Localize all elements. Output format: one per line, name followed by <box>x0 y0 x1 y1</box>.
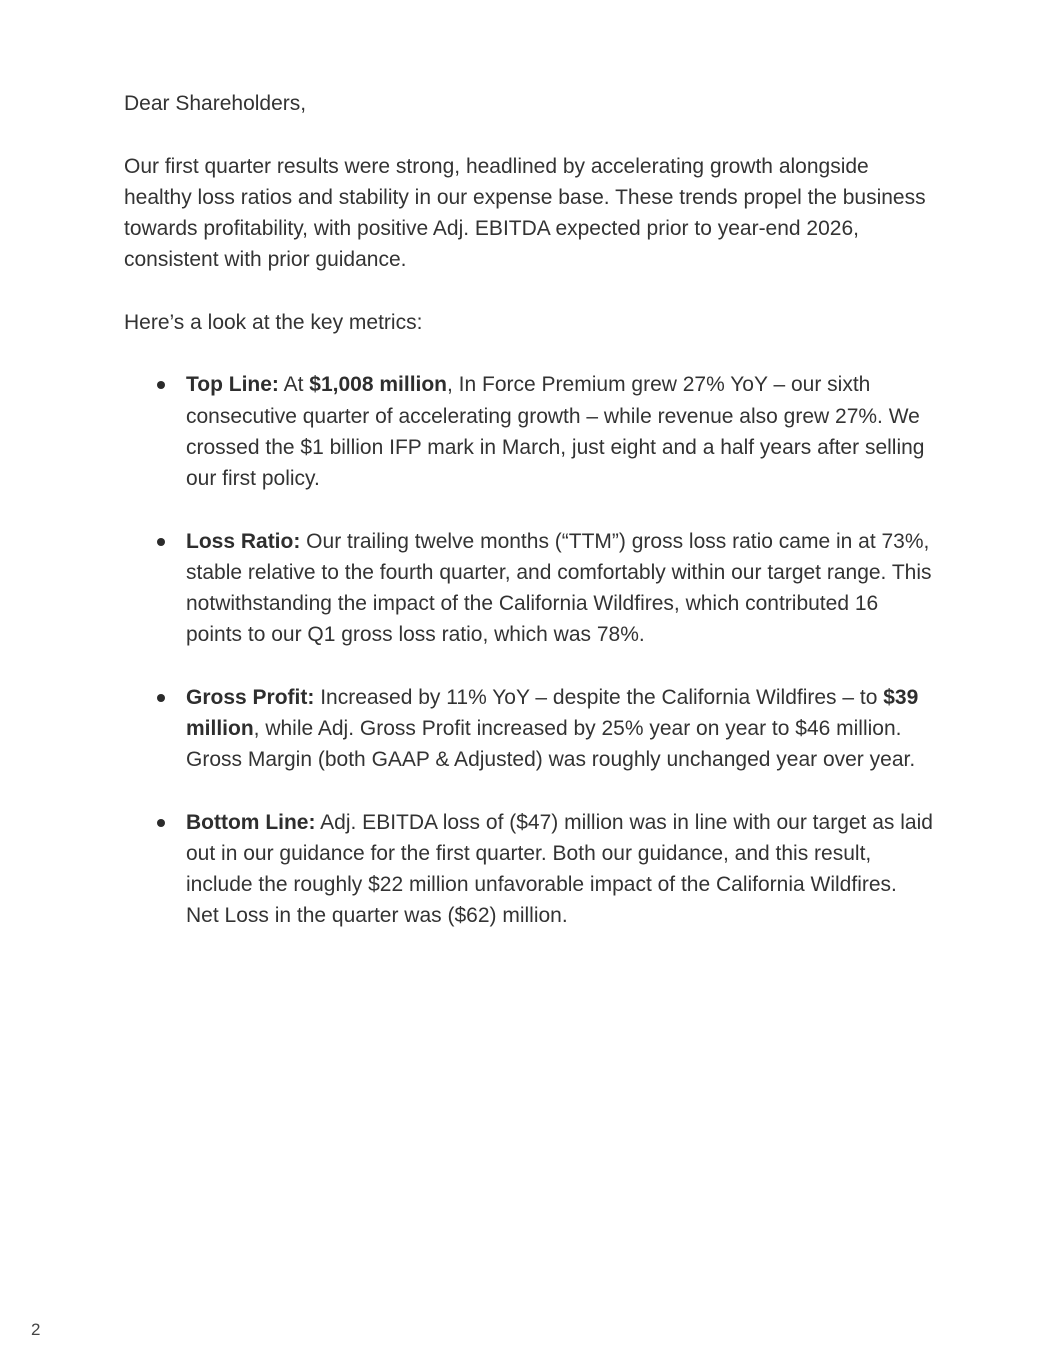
page-number: 2 <box>31 1320 41 1339</box>
metric-text: At <box>278 373 310 397</box>
metric-gross-profit <box>124 682 934 776</box>
metric-text: , while Adj. Gross Profit increased by 25% year on year to $46 million. Gross Margin (both GAAP & Adjusted) was roughly unchanged year over year. <box>186 717 916 772</box>
metric-loss-ratio <box>124 526 934 651</box>
letter-body <box>124 88 934 963</box>
metric-highlight: $1,008 million <box>309 373 448 397</box>
metric-label: Gross Profit: <box>186 685 315 709</box>
bullet-icon <box>157 819 165 827</box>
key-metrics-list <box>124 369 934 931</box>
bullet-icon <box>157 694 165 702</box>
salutation: Dear Shareholders, <box>124 92 307 115</box>
metric-label: Loss Ratio: <box>186 529 301 553</box>
metric-text: Increased by 11% YoY – despite the California Wildfires – to <box>314 685 884 709</box>
metrics-lead-in: Here’s a look at the key metrics: <box>124 310 423 334</box>
metric-text: Adj. EBITDA loss of ($47) million was in line with our target as laid out in our guidance for the first quarter. Both our guidance, and this result, include the roughly $22 million unfavorable impact of the California Wildfires. Net Loss in the quarter was ($62) million. <box>186 810 933 928</box>
bullet-icon <box>157 538 165 546</box>
metric-bottom-line <box>124 807 934 932</box>
intro-paragraph: Our first quarter results were strong, headlined by accelerating growth alongside healthy loss ratios and stability in our expense base. These trends propel the business towards profitability, with positive Adj. EBITDA expected prior to year-end 2026, consistent with prior guidance. <box>124 154 926 272</box>
metric-text: , In Force Premium grew 27% YoY – our sixth consecutive quarter of accelerating growth – while revenue also grew 27%. We crossed the $1 billion IFP mark in March, just eight and a half years after selling our first policy. <box>186 373 925 490</box>
metric-highlight: $39 million <box>186 685 919 740</box>
bullet-icon <box>157 381 165 389</box>
metric-label: Top Line: <box>186 373 279 397</box>
metric-top-line <box>124 369 934 494</box>
metric-label: Bottom Line: <box>186 810 316 834</box>
metric-text: Our trailing twelve months (“TTM”) gross loss ratio came in at 73%, stable relative to the fourth quarter, and comfortably within our target range. This notwithstanding the impact of the California Wildfires, which contributed 16 points to our Q1 gross loss ratio, which was 78%. <box>186 529 932 647</box>
